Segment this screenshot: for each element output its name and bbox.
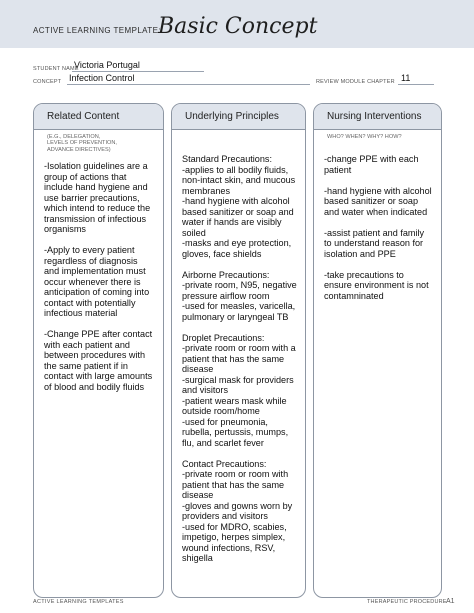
- review-chapter-label: REVIEW MODULE CHAPTER: [316, 79, 395, 85]
- list-item: -Apply to every patient regardless of diagnosis and implementation must occur whenever there is anticipation of coming into contact with potentially infectious material: [44, 245, 150, 319]
- nursing-interventions-column: [313, 103, 442, 598]
- student-name-underline: [72, 71, 204, 72]
- column-subheading: WHO? WHEN? WHY? HOW?: [327, 134, 402, 140]
- footer-template-name: ACTIVE LEARNING TEMPLATES: [33, 599, 124, 605]
- student-name-label: STUDENT NAME: [33, 66, 79, 72]
- underlying-principles-column: [171, 103, 306, 598]
- column-heading: Nursing Interventions: [314, 104, 441, 130]
- concept-underline: [67, 84, 310, 85]
- list-item: -Change PPE after contact with each patient and between procedures with the same patient if in contact with large amounts of blood and bodily fluids: [44, 329, 153, 392]
- concept-field[interactable]: Infection Control: [69, 73, 135, 83]
- list-item: -hand hygiene with alcohol based sanitizer or soap and water when indicated: [324, 185, 432, 217]
- template-header: [0, 0, 474, 48]
- page-number: A1: [446, 598, 455, 605]
- list-item: Standard Precautions: -applies to all bodily fluids, non-intact skin, and mucous membranes -hand hygiene with alcohol based sanitizer or soap and water if hands are visibly soiled -masks and eye protection, gloves, face shields: [182, 154, 296, 259]
- list-item: -assist patient and family to understand reason for isolation and PPE: [324, 227, 425, 259]
- column-heading: Related Content: [34, 104, 163, 130]
- list-item: Airborne Precautions: -private room, N95, negative pressure airflow room -used for measles, varicella, pulmonary or laryngeal TB: [182, 269, 297, 322]
- related-content-column: [33, 103, 164, 598]
- template-kicker: ACTIVE LEARNING TEMPLATE:: [33, 26, 161, 35]
- page-title: Basic Concept: [158, 14, 318, 39]
- list-item: Contact Precautions: -private room or room with patient that has the same disease -gloves and gowns worn by providers and visitors -used for MDRO, scabies, impetigo, herpes simplex, wound infections, RSV, shigella: [182, 458, 293, 563]
- list-item: -Isolation guidelines are a group of actions that include hand hygiene and use barrier precautions, which intend to reduce the transmission of infectious organisms: [44, 161, 151, 235]
- list-item: -change PPE with each patient: [324, 154, 419, 175]
- review-chapter-underline: [398, 84, 434, 85]
- list-item: Droplet Precautions: -private room or room with a patient that has the same disease -surgical mask for providers and visitors -patient wears mask while outside room/home -used for pneumonia, rubella, pertussis, mumps, flu, and scarlet fever: [182, 332, 296, 448]
- footer-category: THERAPEUTIC PROCEDURE: [367, 599, 447, 605]
- list-item: -take precautions to ensure environment is not contamninated: [324, 269, 429, 301]
- concept-label: CONCEPT: [33, 79, 62, 85]
- column-subheading: (E.G., DELEGATION, LEVELS OF PREVENTION, ADVANCE DIRECTIVES): [47, 134, 117, 153]
- student-name-field[interactable]: Victoria Portugal: [74, 60, 140, 70]
- review-chapter-field[interactable]: 11: [401, 73, 411, 83]
- column-heading: Underlying Principles: [172, 104, 305, 130]
